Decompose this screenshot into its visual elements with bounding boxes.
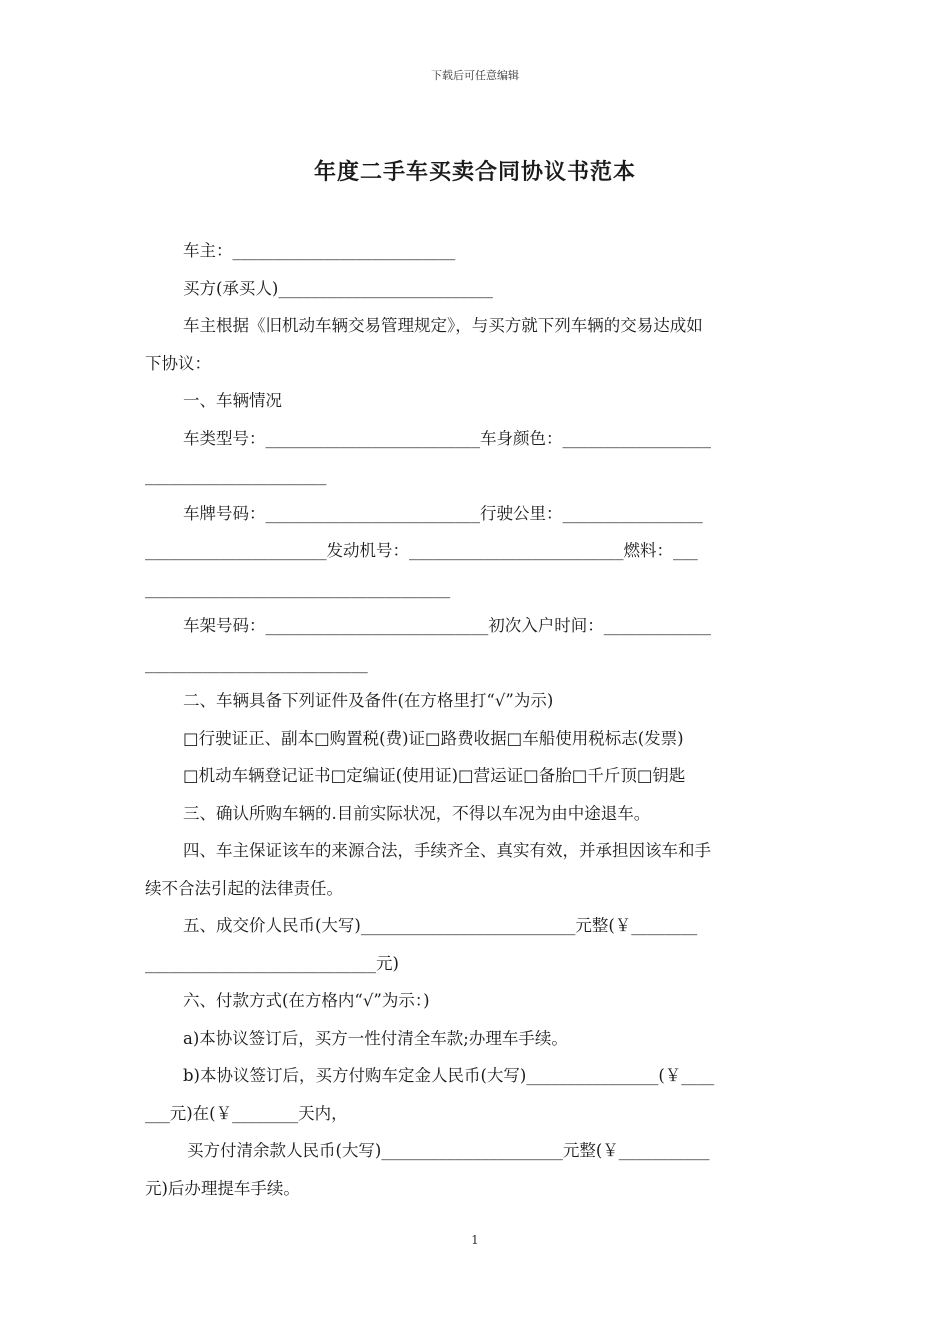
page-header: 下载后可任意编辑 <box>431 69 519 82</box>
buyer-line: 买方(承买人)__________________________ <box>183 278 493 298</box>
frame-registration-line: 车架号码：___________________________初次入户时间：_____________ <box>183 616 711 635</box>
vehicle-model-color-continuation: ______________________ <box>145 466 327 485</box>
section-5-line: 五、成交价人民币(大写)__________________________元整(￥________ <box>183 916 698 935</box>
owner-line: 车主：___________________________ <box>183 241 456 260</box>
plate-mileage-line: 车牌号码：__________________________行驶公里：_________________ <box>183 503 703 523</box>
preamble-line: 车主根据《旧机动车辆交易管理规定》，与买方就下列车辆的交易达成如 <box>183 316 703 335</box>
frame-registration-continuation: ___________________________ <box>145 653 368 673</box>
balance-payment-line: 买方付清余款人民币(大写)______________________元整(￥___________ <box>187 1141 710 1160</box>
document-title: 年度二手车买卖合同协议书范本 <box>313 159 636 185</box>
section-4-line: 四、车主保证该车的来源合法，手续齐全、真实有效，并承担因该车和手 <box>183 841 711 860</box>
balance-payment-continuation: 元)后办理提车手续。 <box>145 1178 300 1198</box>
section-5-continuation: ____________________________元) <box>145 953 399 973</box>
payment-option-b-continuation: ___元)在(￥________天内， <box>145 1103 348 1123</box>
engine-fuel-continuation: _____________________________________ <box>145 578 451 598</box>
page-number: 1 <box>471 1233 479 1247</box>
documents-checklist-1: □行驶证正、副本□购置税(费)证□路费收据□车船使用税标志(发票) <box>183 728 684 748</box>
payment-option-b: b)本协议签订后，买方付购车定金人民币(大写)________________(￥____ <box>183 1066 715 1085</box>
documents-checklist-2: □机动车辆登记证书□定编证(使用证)□营运证□备胎□千斤顶□钥匙 <box>183 766 686 785</box>
preamble-continuation: 下协议： <box>145 353 211 373</box>
section-6-heading: 六、付款方式(在方格内“√”为示：) <box>183 991 430 1010</box>
document-body <box>145 232 807 1207</box>
vehicle-model-color-line: 车类型号：__________________________车身颜色：__________________ <box>183 428 711 448</box>
payment-option-a: a)本协议签订后，买方一性付清全车款;办理车手续。 <box>183 1028 568 1048</box>
engine-fuel-line: ______________________发动机号：__________________________燃料：___ <box>145 541 698 560</box>
section-2-heading: 二、车辆具备下列证件及备件(在方格里打“√”为示) <box>183 691 554 710</box>
section-3-line: 三、确认所购车辆的.目前实际状况，不得以车况为由中途退车。 <box>183 803 651 823</box>
section-4-continuation: 续不合法引起的法律责任。 <box>145 878 343 898</box>
section-1-heading: 一、车辆情况 <box>183 391 282 410</box>
